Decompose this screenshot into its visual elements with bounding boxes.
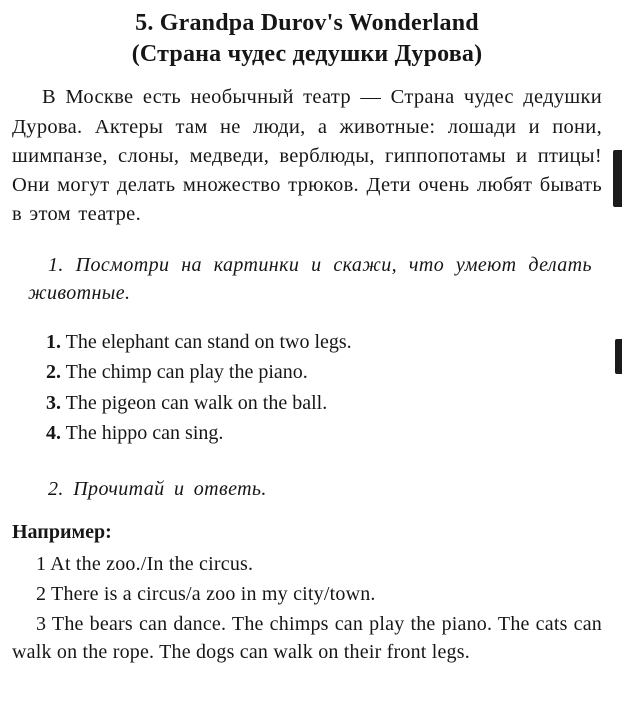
- answer-text: The hippo can sing.: [61, 422, 224, 445]
- answer-item: [46, 418, 602, 448]
- answer-item: [46, 357, 602, 387]
- intro-paragraph: В Москве есть необычный театр — Страна чудес дедушки Дурова. Актеры там не люди, а животные: лошади и пони, шимпанзе, слоны, медведи, верблюды, гиппопотамы и птицы! Они могут делать множество трюков. Дети очень любят бывать в этом театре.: [12, 86, 602, 225]
- lesson-title-russian: (Страна чудес дедушки Дурова): [131, 40, 483, 67]
- scan-artifact: [615, 339, 622, 374]
- answer-item: [46, 327, 602, 357]
- task-1-instruction: 1. Посмотри на картинки и скажи, что умеют делать животные.: [28, 253, 592, 304]
- lesson-title: [12, 8, 602, 69]
- exercise-1-answers: [46, 327, 602, 449]
- example-line: 1 At the zoo./In the circus.: [36, 552, 254, 575]
- answer-number: 1.: [46, 330, 61, 353]
- answer-number: 2.: [46, 361, 61, 384]
- example-label: Например:: [12, 520, 112, 543]
- answer-number: 3.: [46, 391, 61, 414]
- answer-text: The elephant can stand on two legs.: [61, 330, 352, 353]
- example-line: 3 The bears can dance. The chimps can play the piano. The cats can walk on the rope. The dogs can walk on their front legs.: [12, 612, 602, 663]
- lesson-title-english: 5. Grandpa Durov's Wonderland: [135, 10, 479, 36]
- answer-text: The chimp can play the piano.: [61, 361, 308, 384]
- answer-text: The pigeon can walk on the ball.: [61, 391, 328, 414]
- answer-number: 4.: [46, 422, 61, 445]
- answer-item: [46, 388, 602, 418]
- example-line: 2 There is a circus/a zoo in my city/town.: [36, 582, 376, 605]
- scan-artifact: [613, 150, 622, 207]
- task-2-instruction: 2. Прочитай и ответь.: [48, 477, 267, 500]
